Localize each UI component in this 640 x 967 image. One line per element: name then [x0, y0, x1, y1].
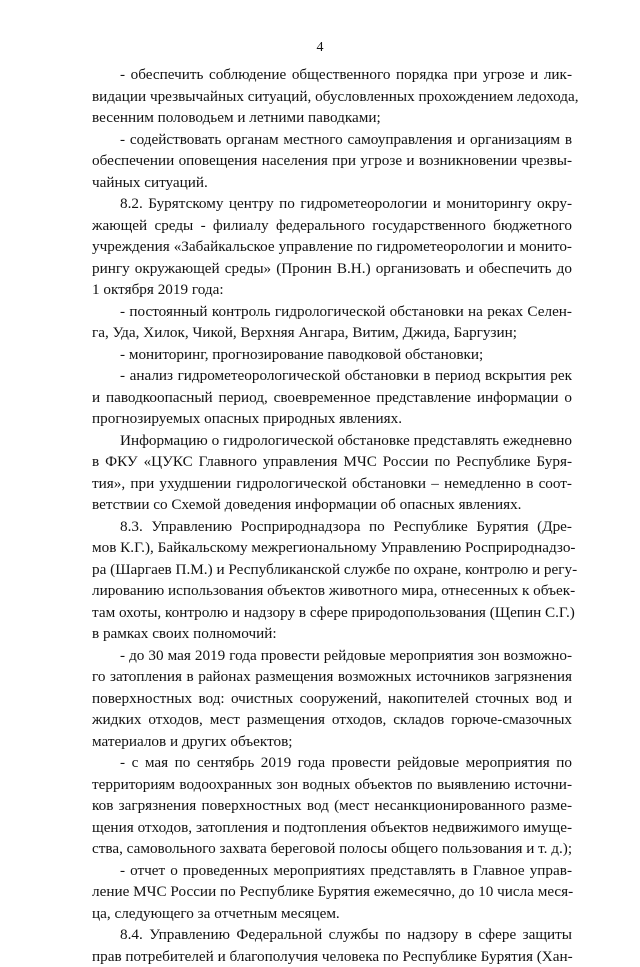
text-line: весенним половодьем и летними паводками; — [92, 107, 572, 129]
text-line: ра (Шаргаев П.М.) и Республиканской службе по охране, контролю и регу- — [92, 559, 572, 581]
text-line: материалов и других объектов; — [92, 731, 572, 753]
text-line: 8.2. Бурятскому центру по гидрометеорологии и мониторингу окру- — [92, 193, 572, 215]
text-line: ства, самовольного захвата береговой полосы общего пользования и т. д.); — [92, 838, 572, 860]
text-line: рингу окружающей среды» (Пронин В.Н.) организовать и обеспечить до — [92, 258, 572, 280]
document-body — [92, 64, 572, 967]
text-line: поверхностных вод: очистных сооружений, накопителей сточных вод и — [92, 688, 572, 710]
text-line: мов К.Г.), Байкальскому межрегиональному Управлению Росприроднадзо- — [92, 537, 572, 559]
text-line: - отчет о проведенных мероприятиях представлять в Главное управ- — [92, 860, 572, 882]
text-line: - постоянный контроль гидрологической обстановки на реках Селен- — [92, 301, 572, 323]
text-line: го затопления в районах размещения возможных источников загрязнения — [92, 666, 572, 688]
text-line: 8.3. Управлению Росприроднадзора по Республике Бурятия (Дре- — [92, 516, 572, 538]
text-line: чайных ситуаций. — [92, 172, 572, 194]
text-line: ление МЧС России по Республике Бурятия ежемесячно, до 10 числа меся- — [92, 881, 572, 903]
text-line: ков загрязнения поверхностных вод (мест несанкционированного разме- — [92, 795, 572, 817]
text-line: и паводкоопасный период, своевременное представление информации о — [92, 387, 572, 409]
text-line: - мониторинг, прогнозирование паводковой обстановки; — [92, 344, 572, 366]
text-line: - с мая по сентябрь 2019 года провести рейдовые мероприятия по — [92, 752, 572, 774]
text-line: в ФКУ «ЦУКС Главного управления МЧС России по Республике Буря- — [92, 451, 572, 473]
text-line: - содействовать органам местного самоуправления и организациям в — [92, 129, 572, 151]
text-line: ца, следующего за отчетным месяцем. — [92, 903, 572, 925]
text-line: 8.4. Управлению Федеральной службы по надзору в сфере защиты — [92, 924, 572, 946]
text-line: 1 октября 2019 года: — [92, 279, 572, 301]
text-line: территориям водоохранных зон водных объектов по выявлению источни- — [92, 774, 572, 796]
text-line: - до 30 мая 2019 года провести рейдовые мероприятия зон возможно- — [92, 645, 572, 667]
text-line: прогнозируемых опасных природных явлениях. — [92, 408, 572, 430]
text-line: прав потребителей и благополучия человека по Республике Бурятия (Хан- — [92, 946, 572, 967]
text-line: лированию использования объектов животного мира, отнесенных к объек- — [92, 580, 572, 602]
text-line: обеспечении оповещения населения при угрозе и возникновении чрезвы- — [92, 150, 572, 172]
text-line: жающей среды - филиалу федерального государственного бюджетного — [92, 215, 572, 237]
text-line: ветствии со Схемой доведения информации об опасных явлениях. — [92, 494, 572, 516]
text-line: жидких отходов, мест размещения отходов, складов горюче-смазочных — [92, 709, 572, 731]
text-line: видации чрезвычайных ситуаций, обусловленных прохождением ледохода, — [92, 86, 572, 108]
text-line: Информацию о гидрологической обстановке представлять ежедневно — [92, 430, 572, 452]
text-line: в рамках своих полномочий: — [92, 623, 572, 645]
text-line: там охоты, контролю и надзору в сфере природопользования (Щепин С.Г.) — [92, 602, 572, 624]
text-line: га, Уда, Хилок, Чикой, Верхняя Ангара, Витим, Джида, Баргузин; — [92, 322, 572, 344]
text-line: тия», при ухудшении гидрологической обстановки – немедленно в соот- — [92, 473, 572, 495]
text-line: щения отходов, затопления и подтопления объектов недвижимого имуще- — [92, 817, 572, 839]
text-line: учреждения «Забайкальское управление по гидрометеорологии и монито- — [92, 236, 572, 258]
text-line: - анализ гидрометеорологической обстановки в период вскрытия рек — [92, 365, 572, 387]
text-line: - обеспечить соблюдение общественного порядка при угрозе и лик- — [92, 64, 572, 86]
page-number: 4 — [0, 40, 640, 56]
